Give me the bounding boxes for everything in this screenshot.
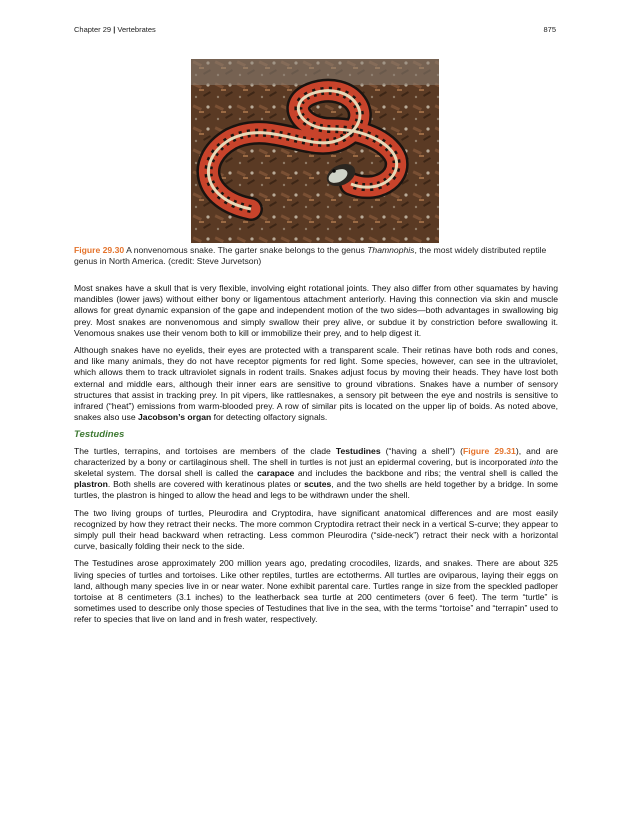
paragraph-turtle-groups: The two living groups of turtles, Pleurodira and Cryptodira, have significant anatomical differences and are most easily recognized by how they retract their necks. The more common Cryptodira retract their neck in a vertical S-curve; they appear to simply pull their head backward when retracting. Less common Pleurodira (“side-neck”) retract their neck with a horizontal curve, basically folding their neck to the side. [74,507,558,552]
term-testudines: Testudines [335,445,381,456]
term-scutes: scutes [304,479,332,490]
term-plastron: plastron [74,479,108,490]
p3-text-e: and includes the backbone and ribs; the ventral shell is called the [294,468,558,479]
figure-caption [74,245,558,267]
figure-link[interactable]: Figure 29.31 [463,445,516,456]
caption-genus: Thamnophis [367,245,415,255]
header-separator: | [113,25,116,34]
paragraph-snake-senses [74,345,558,423]
section-heading-testudines: Testudines [74,429,125,441]
paragraph-testudines-origin: The Testudines arose approximately 200 million years ago, predating crocodiles, lizards, and snakes. There are about 325 living species of turtles and tortoises. Like other reptiles, turtles are ectotherms. All turtles are oviparous, laying their eggs on land, although many species live in or near water. None exhibit parental care. Turtles range in size from the speckled padloper tortoise at 8 centimeters (3.1 inches) to the leatherback sea turtle at 200 centimeters (over 6 feet). The term “turtle” is sometimes used to describe only those species of Testudines that live in the sea, with the terms “tortoise” and “terrapin” used to refer to species that live on land and in fresh water, respectively. [74,558,558,625]
p3-text-c: ), and are characterized by a bony or cartilaginous shell. The shell in turtles is not just an epidermal covering, but is incorporated [74,445,558,467]
term-carapace: carapace [257,468,295,479]
chapter-title: Vertebrates [117,25,156,34]
caption-text-1: A nonvenomous snake. The garter snake belongs to the genus [124,245,368,255]
snake-illustration [191,59,439,243]
term-jacobsons-organ: Jacobson’s organ [138,412,212,423]
paragraph-testudines-shell [74,446,558,502]
p3-text-g: , and the two shells are held together by a bridge. In some turtles, the plastron is hinged to allow the head and legs to be withdrawn under the shell. [74,479,559,501]
chapter-label: Chapter 29 [74,25,112,34]
running-head [74,25,156,34]
page-number: 875 [543,25,556,34]
p2-text-1: Although snakes have no eyelids, their eyes are protected with a transparent scale. Their retinas have both rods and cones, and like many animals, they do not have receptor pigments for red light. Some species, however, can see in the ultraviolet, which allows them to track ultraviolet signals in rodent trails. Snakes adjust focus by moving their heads. They have lost both external and middle ears, although their inner ears are sensitive to ground vibrations. Snakes have a number of sensory structures that assist in tracking prey. In pit vipers, like rattlesnakes, a sensory pit between the eye and nostrils is sensitive to infrared (“heat”) emissions from warm-blooded prey. A row of similar pits is located on the upper lip of boids. As noted above, snakes also use [74,345,558,423]
p3-text-f: . Both shells are covered with keratinous plates or [107,479,305,490]
p3-text-b: (“having a shell”) ( [380,445,463,456]
p3-into: into [529,456,544,467]
p3-text-a: The turtles, terrapins, and tortoises are members of the clade [74,445,336,456]
figure-label: Figure 29.30 [74,245,125,255]
p3-text-d: the skeletal system. The dorsal shell is called the [74,456,558,479]
main-text [74,283,558,632]
p2-text-2: for detecting olfactory signals. [211,412,328,423]
paragraph-snake-skull: Most snakes have a skull that is very flexible, involving eight rotational joints. They also differ from other squamates by having mandibles (lower jaws) without either bony or ligamentous attachment anteriorly. Having this connection via skin and muscle allows for great dynamic expansion of the gape and independent motion of the two sides—both advantages in swallowing big prey. Most snakes are nonvenomous and simply swallow their prey alive, or subdue it by constriction before swallowing it. Venomous snakes use their venom both to kill or immobilize their prey, and to help digest it. [74,283,558,338]
caption-text-2: , the most widely distributed reptile genus in North America. (credit: Steve Jurvetson) [74,245,547,266]
snake-photo [191,59,439,243]
